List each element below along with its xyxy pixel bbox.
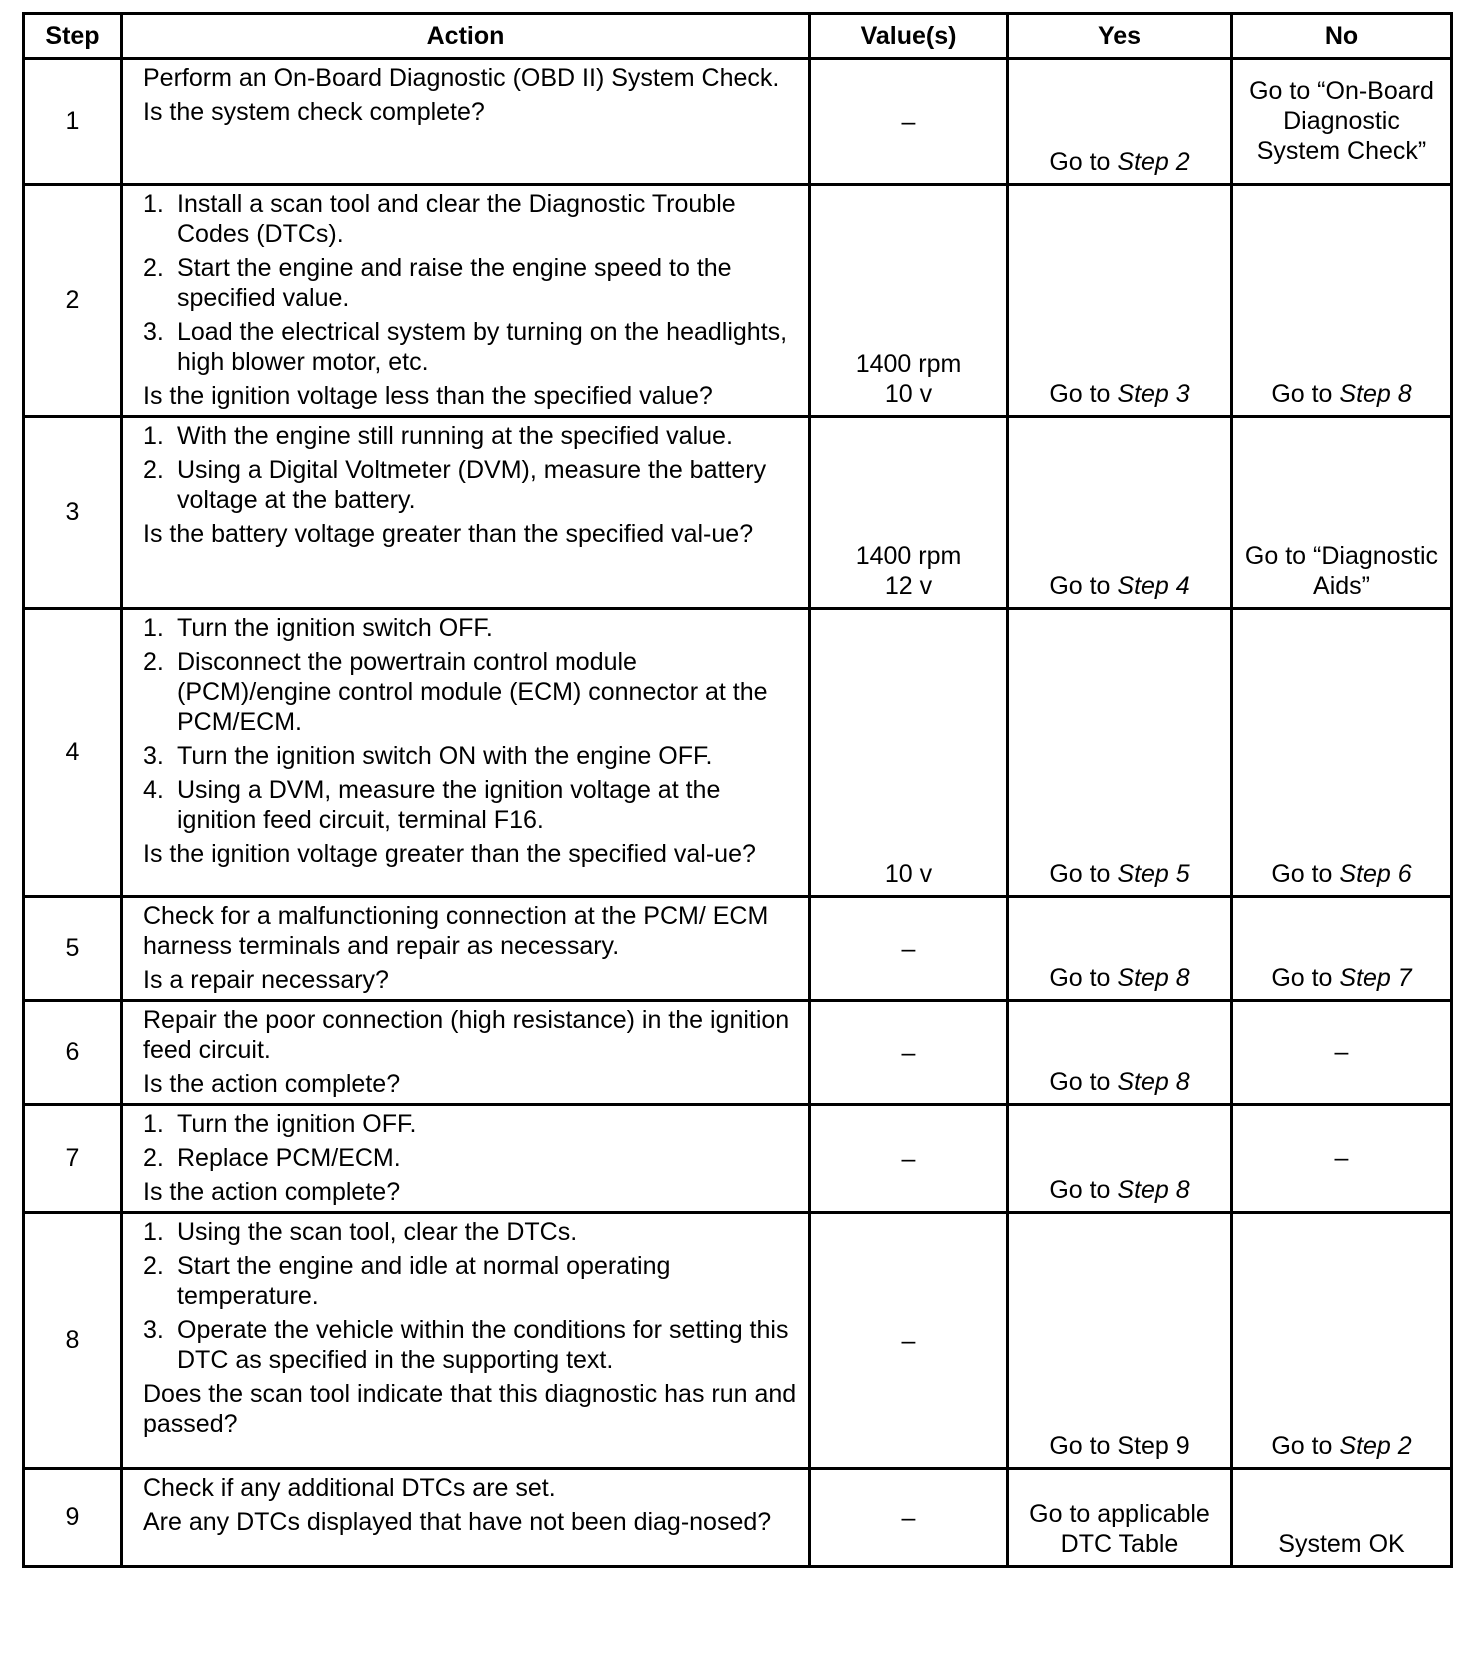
value-text: – (901, 934, 916, 963)
action-step-text: Using a DVM, measure the ignition voltage at the ignition feed circuit, terminal F16. (177, 776, 721, 834)
action-text: Perform an On-Board Diagnostic (OBD II) System Check. (143, 64, 780, 92)
action-step-number: 3. (143, 1316, 164, 1344)
step-number: 5 (24, 897, 122, 1001)
no-outcome-cell (1232, 1001, 1452, 1105)
action-step-number: 1. (143, 422, 164, 450)
action-cell (122, 897, 810, 1001)
no-outcome-cell (1232, 897, 1452, 1001)
values-cell (810, 897, 1008, 1001)
values-cell (810, 1001, 1008, 1105)
yes-outcome-cell (1008, 59, 1232, 185)
no-step-reference: Step 2 (1339, 1432, 1412, 1460)
table-row (24, 1469, 1452, 1567)
action-step-text: Install a scan tool and clear the Diagnostic Trouble Codes (DTCs). (177, 190, 736, 248)
action-question: Are any DTCs displayed that have not been diag-nosed? (143, 1508, 772, 1536)
action-step-number: 3. (143, 318, 164, 346)
action-step-text: Turn the ignition OFF. (177, 1110, 417, 1138)
action-step-item (143, 317, 798, 377)
yes-outcome-cell (1008, 1001, 1232, 1105)
values-cell (810, 417, 1008, 609)
no-outcome-cell (1232, 1469, 1452, 1567)
no-outcome-cell (1232, 185, 1452, 417)
no-outcome-cell (1232, 59, 1452, 185)
yes-step-reference: Step 2 (1117, 148, 1190, 176)
action-step-number: 2. (143, 254, 164, 282)
action-steps-list (143, 1109, 798, 1173)
yes-outcome-prefix: Go to (1049, 1068, 1118, 1096)
values-cell (810, 609, 1008, 897)
no-outcome-prefix: Go to (1271, 964, 1340, 992)
values-cell (810, 59, 1008, 185)
header-row (24, 14, 1452, 59)
action-question: Is the system check complete? (143, 98, 485, 126)
table-row (24, 417, 1452, 609)
action-step-text: Load the electrical system by turning on the headlights, high blower motor, etc. (177, 318, 788, 376)
values-cell (810, 1213, 1008, 1469)
no-outcome-cell (1232, 1105, 1452, 1213)
value-text: 12 v (884, 572, 933, 600)
action-cell (122, 1105, 810, 1213)
values-cell (810, 1105, 1008, 1213)
yes-step-reference: Step 4 (1117, 572, 1190, 600)
action-step-number: 1. (143, 190, 164, 218)
step-number: 8 (24, 1213, 122, 1469)
yes-outcome-cell (1008, 897, 1232, 1001)
table-row (24, 185, 1452, 417)
action-step-number: 2. (143, 1252, 164, 1280)
action-step-item (143, 741, 798, 771)
action-step-text: With the engine still running at the specified value. (177, 422, 733, 450)
action-cell (122, 1001, 810, 1105)
action-step-item (143, 1251, 798, 1311)
value-text: 1400 rpm (855, 350, 962, 378)
action-step-item (143, 189, 798, 249)
yes-step-reference: Step 8 (1117, 964, 1190, 992)
yes-outcome-cell (1008, 1469, 1232, 1567)
yes-outcome-cell (1008, 1213, 1232, 1469)
no-step-reference: Step 7 (1339, 964, 1412, 992)
no-outcome-text: Go to “Diagnostic Aids” (1244, 542, 1439, 600)
table-body (24, 59, 1452, 1567)
action-step-number: 2. (143, 456, 164, 484)
table-row (24, 897, 1452, 1001)
action-step-number: 1. (143, 1218, 164, 1246)
header-no: No (1232, 14, 1452, 59)
action-step-number: 4. (143, 776, 164, 804)
action-step-item (143, 455, 798, 515)
no-outcome-text: System OK (1278, 1530, 1405, 1558)
no-outcome-text: – (1334, 1038, 1349, 1066)
action-question: Is the ignition voltage less than the specified value? (143, 382, 713, 410)
header-values: Value(s) (810, 14, 1008, 59)
action-step-text: Turn the ignition switch OFF. (177, 614, 493, 642)
action-text: Repair the poor connection (high resistance) in the ignition feed circuit. (143, 1006, 790, 1064)
action-step-item (143, 1217, 798, 1247)
value-text: 1400 rpm (855, 542, 962, 570)
value-text: – (901, 1144, 916, 1173)
action-step-item (143, 253, 798, 313)
yes-outcome-prefix: Go to (1049, 380, 1118, 408)
yes-outcome-cell (1008, 417, 1232, 609)
no-outcome-prefix: Go to (1271, 380, 1340, 408)
action-step-text: Operate the vehicle within the conditions for setting this DTC as specified in the supporting text. (177, 1316, 789, 1374)
yes-step-reference: Step 8 (1117, 1068, 1190, 1096)
action-question: Is a repair necessary? (143, 966, 389, 994)
action-step-number: 1. (143, 614, 164, 642)
action-step-item (143, 613, 798, 643)
action-steps-list (143, 613, 798, 835)
step-number: 9 (24, 1469, 122, 1567)
action-step-text: Using a Digital Voltmeter (DVM), measure the battery voltage at the battery. (177, 456, 767, 514)
yes-outcome-cell (1008, 185, 1232, 417)
table-row (24, 1001, 1452, 1105)
diagnostic-table (22, 12, 1453, 1568)
action-cell (122, 417, 810, 609)
action-step-item (143, 647, 798, 737)
step-number: 7 (24, 1105, 122, 1213)
action-question: Is the action complete? (143, 1178, 401, 1206)
action-step-number: 3. (143, 742, 164, 770)
action-cell (122, 1213, 810, 1469)
action-step-number: 2. (143, 648, 164, 676)
no-outcome-cell (1232, 1213, 1452, 1469)
header-action: Action (122, 14, 810, 59)
no-outcome-text: Go to “On-Board Diagnostic System Check” (1249, 77, 1434, 165)
no-outcome-cell (1232, 609, 1452, 897)
action-step-text: Start the engine and idle at normal operating temperature. (177, 1252, 671, 1310)
value-text: 10 v (884, 860, 933, 888)
action-step-text: Using the scan tool, clear the DTCs. (177, 1218, 578, 1246)
action-cell (122, 185, 810, 417)
yes-step-reference: Step 5 (1117, 860, 1190, 888)
yes-outcome-cell (1008, 1105, 1232, 1213)
no-outcome-cell (1232, 417, 1452, 609)
no-step-reference: Step 6 (1339, 860, 1412, 888)
no-step-reference: Step 8 (1339, 380, 1412, 408)
step-number: 2 (24, 185, 122, 417)
yes-outcome-prefix: Go to (1049, 148, 1118, 176)
action-cell (122, 609, 810, 897)
action-step-text: Replace PCM/ECM. (177, 1144, 401, 1172)
step-number: 1 (24, 59, 122, 185)
yes-outcome-prefix: Go to (1049, 964, 1118, 992)
action-step-item (143, 1109, 798, 1139)
diagnostic-table-container (22, 12, 1450, 1568)
action-text: Check if any additional DTCs are set. (143, 1474, 556, 1502)
table-row (24, 609, 1452, 897)
action-step-item (143, 1143, 798, 1173)
action-steps-list (143, 189, 798, 377)
yes-outcome-text: Go to applicable DTC Table (1029, 1500, 1210, 1558)
values-cell (810, 1469, 1008, 1567)
header-yes: Yes (1008, 14, 1232, 59)
value-text: – (901, 1038, 916, 1067)
action-cell (122, 1469, 810, 1567)
action-text: Check for a malfunctioning connection at the PCM/ ECM harness terminals and repair as necessary. (143, 902, 769, 960)
table-row (24, 59, 1452, 185)
action-question: Is the ignition voltage greater than the specified val-ue? (143, 840, 756, 868)
action-cell (122, 59, 810, 185)
action-question: Does the scan tool indicate that this diagnostic has run and passed? (143, 1380, 797, 1438)
yes-step-reference: Step 3 (1117, 380, 1190, 408)
no-outcome-prefix: Go to (1271, 1432, 1340, 1460)
action-step-text: Turn the ignition switch ON with the engine OFF. (177, 742, 713, 770)
step-number: 3 (24, 417, 122, 609)
no-outcome-text: – (1334, 1144, 1349, 1172)
action-step-text: Start the engine and raise the engine speed to the specified value. (177, 254, 732, 312)
yes-outcome-prefix: Go to (1049, 860, 1118, 888)
yes-step-reference: Step 8 (1117, 1176, 1190, 1204)
step-number: 6 (24, 1001, 122, 1105)
action-question: Is the battery voltage greater than the specified val-ue? (143, 520, 754, 548)
action-step-number: 2. (143, 1144, 164, 1172)
action-question: Is the action complete? (143, 1070, 401, 1098)
action-step-text: Disconnect the powertrain control module (PCM)/engine control module (ECM) connector at the PCM/ECM. (177, 648, 768, 736)
table-row (24, 1213, 1452, 1469)
action-step-item (143, 1315, 798, 1375)
action-step-item (143, 421, 798, 451)
step-number: 4 (24, 609, 122, 897)
value-text: – (901, 1326, 916, 1355)
action-steps-list (143, 421, 798, 515)
no-outcome-prefix: Go to (1271, 860, 1340, 888)
header-step: Step (24, 14, 122, 59)
table-row (24, 1105, 1452, 1213)
action-step-item (143, 775, 798, 835)
value-text: – (901, 107, 916, 136)
action-step-number: 1. (143, 1110, 164, 1138)
yes-outcome-cell (1008, 609, 1232, 897)
value-text: – (901, 1503, 916, 1532)
yes-outcome-prefix: Go to (1049, 572, 1118, 600)
action-steps-list (143, 1217, 798, 1375)
value-text: 10 v (884, 380, 933, 408)
values-cell (810, 185, 1008, 417)
yes-outcome-text: Go to Step 9 (1049, 1432, 1190, 1460)
yes-outcome-prefix: Go to (1049, 1176, 1118, 1204)
